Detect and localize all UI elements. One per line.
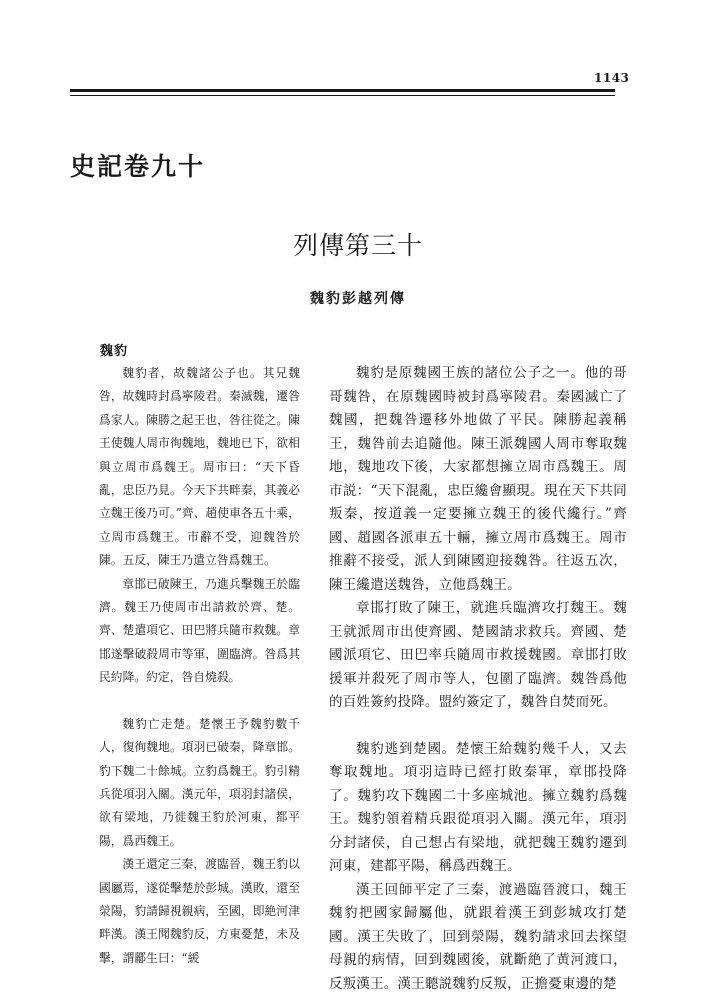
subtitle: 魏豹彭越列傳	[310, 291, 406, 307]
classical-paragraph-4: 漢王還定三秦，渡臨晉，魏王豹以國屬焉，遂從擊楚於彭城。漢敗，還至滎陽，豹請歸視親病，至國，即絶河津畔漢。漢王聞魏豹反，方東憂楚，未及擊，謂酈生曰：“緩	[99, 857, 300, 965]
chapter-title: 列傳第三十	[292, 231, 423, 260]
volume-title: 史記卷九十	[70, 152, 206, 181]
page-number: 1143	[594, 71, 630, 85]
modern-paragraph-4: 漢王回師平定了三秦，渡過臨晉渡口，魏王魏豹把國家歸屬他，就跟着漢王到彭城攻打楚國。漢王失敗了，回到滎陽，魏豹請求回去探望母親的病情，回到魏國後，就斷絶了黄河渡口，反叛漢王。漢王聽説魏豹反叛，正擔憂東邊的楚	[329, 881, 627, 992]
modern-paragraph-2: 章邯打敗了陳王，就進兵臨濟攻打魏王。魏王就派周市出使齊國、楚國請求救兵。齊國、楚國派項它、田巴率兵隨周市救援魏國。章邯打敗援軍并殺死了周市等人，包圍了臨濟。魏咎爲他的百姓簽約投降。盟約簽定了，魏咎自焚而死。	[329, 600, 627, 710]
modern-translation-column	[329, 362, 627, 996]
paragraph-gap	[329, 715, 627, 738]
modern-paragraph-3: 魏豹逃到楚國。楚懷王給魏豹幾千人，又去奪取魏地。項羽這時已經打敗秦軍，章邯投降了。魏豹攻下魏國二十多座城池。擁立魏豹爲魏王。魏豹領着精兵跟從項羽入關。漢元年，項羽分封諸侯，自己想占有梁地，就把魏王魏豹遷到河東，建都平陽，稱爲西魏王。	[329, 740, 627, 874]
header-rule-thin	[70, 95, 615, 96]
section-heading: 魏豹	[100, 344, 129, 359]
modern-paragraph-1: 魏豹是原魏國王族的諸位公子之一。他的哥哥魏咎，在原魏國時被封爲寧陵君。秦國滅亡了魏國，把魏咎遷移外地做了平民。陳勝起義稱王，魏咎前去追隨他。陳王派魏國人周市奪取魏地，魏地攻下後，大家都想擁立周市爲魏王。周市説：“天下混亂，忠臣纔會顯現。現在天下共同叛秦，按道義一定要擁立魏王的後代纔行。”齊國、趙國各派車五十輛，擁立周市爲魏王。周市推辭不接受，派人到陳國迎接魏咎。往返五次，陳王纔遣送魏咎，立他爲魏王。	[329, 365, 627, 593]
classical-text-column	[99, 362, 300, 970]
paragraph-gap	[99, 690, 300, 713]
classical-paragraph-2: 章邯已破陳王，乃進兵擊魏王於臨濟。魏王乃使周市出請救於齊、楚。齊、楚遣項它、田巴將兵隨市救魏。章邯遂擊破殺周市等軍，圍臨濟。咎爲其民約降。約定，咎自燒殺。	[99, 576, 300, 685]
classical-paragraph-1: 魏豹者，故魏諸公子也。其兄魏咎，故魏時封爲寧陵君。秦滅魏，遷咎爲家人。陳勝之起王也，咎往從之。陳王使魏人周市徇魏地，魏地已下，欲相與立周市爲魏王。周市曰：“天下昏亂，忠臣乃見。今天下共畔秦，其義必立魏王後乃可。”齊、趙使車各五十乘，立周市爲魏王。市辭不受，迎魏咎於陳。五反，陳王乃遣立咎爲魏王。	[99, 366, 300, 568]
classical-paragraph-3: 魏豹亡走楚。楚懷王予魏豹數千人，復徇魏地。項羽已破秦，降章邯。豹下魏二十餘城。立豹爲魏王。豹引精兵從項羽入關。漢元年，項羽封諸侯，欲有梁地，乃徙魏王豹於河東，都平陽，爲西魏王。	[99, 716, 300, 848]
header-rule-thick	[70, 89, 615, 92]
